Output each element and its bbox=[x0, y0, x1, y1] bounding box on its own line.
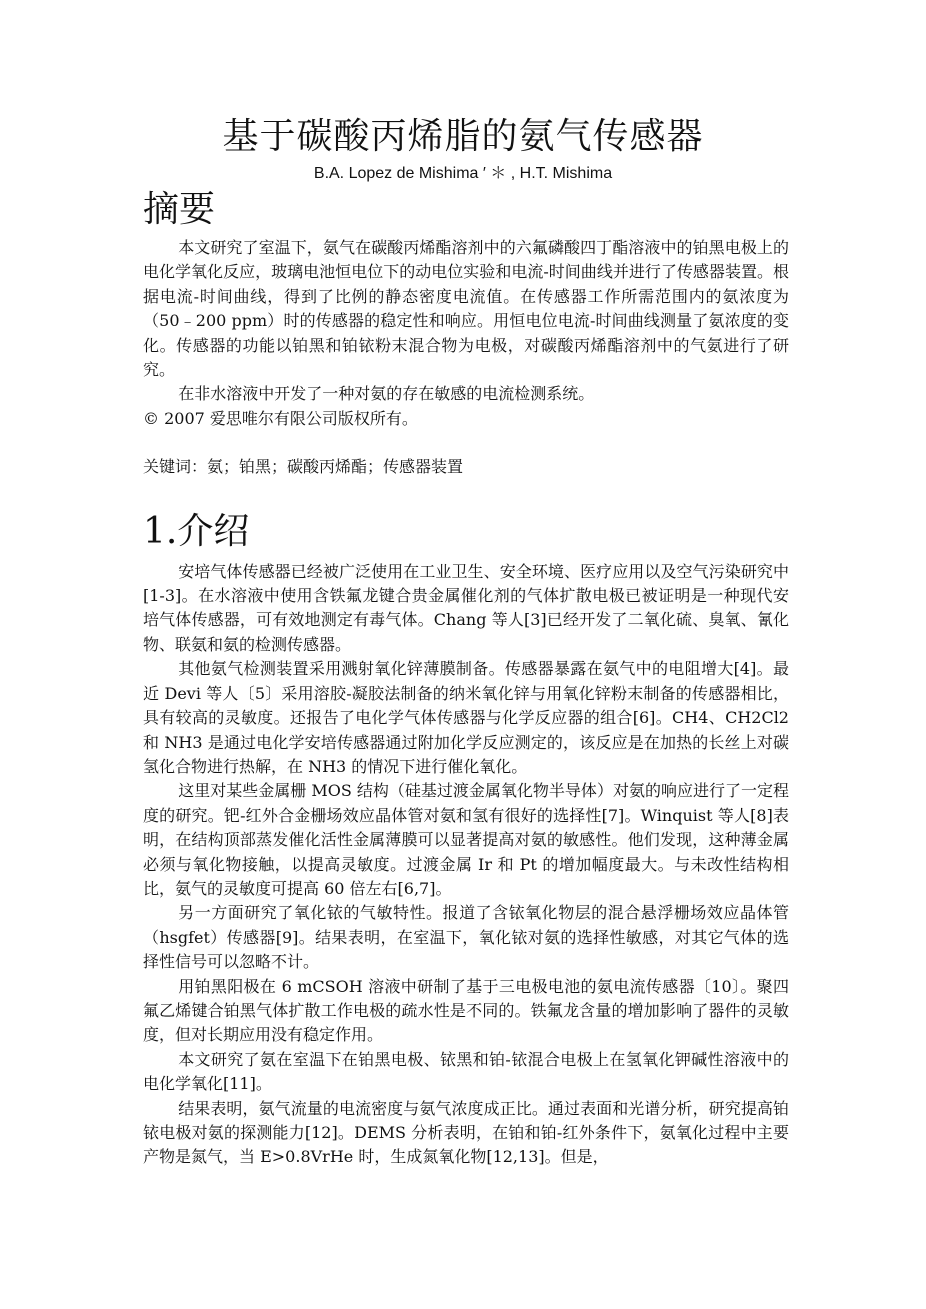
body-paragraph: 另一方面研究了氧化铱的气敏特性。报道了含铱氧化物层的混合悬浮栅场效应晶体管（hsgfet）传感器[9]。结果表明，在室温下，氧化铱对氨的选择性敏感，对其它气体的选择性信号可以忽略不计。 bbox=[143, 903, 789, 972]
body-paragraph: 结果表明，氨气流量的电流密度与氨气浓度成正比。通过表面和光谱分析，研究提高铂铱电极对氨的探测能力[12]。DEMS 分析表明，在铂和铂-红外条件下，氨氧化过程中主要产物是氮气，当 E>0.8VrHe 时，生成氮氧化物[12,13]。但是， bbox=[143, 1098, 789, 1167]
abstract-paragraph: 在非水溶液中开发了一种对氨的存在敏感的电流检测系统。 bbox=[178, 384, 595, 404]
section-heading-introduction: 1.介绍 bbox=[143, 510, 250, 552]
body-paragraph: 其他氨气检测装置采用溅射氧化锌薄膜制备。传感器暴露在氨气中的电阻增大[4]。最近 Devi 等人〔5〕采用溶胶-凝胶法制备的纳米氧化锌与用氧化锌粉末制备的传感器相比，具有较高的灵敏度。还报告了电化学气体传感器与化学反应器的组合[6]。CH4、CH2Cl2 和 NH3 是通过电化学安培传感器通过附加化学反应测定的，该反应是在加热的长丝上对碳氢化合物进行热解，在 NH3 的情况下进行催化氧化。 bbox=[143, 659, 789, 776]
abstract-paragraph: 本文研究了室温下，氨气在碳酸丙烯酯溶剂中的六氟磷酸四丁酯溶液中的铂黑电极上的电化学氧化反应，玻璃电池恒电位下的动电位实验和电流-时间曲线并进行了传感器装置。根据电流-时间曲线，得到了比例的静态密度电流值。在传感器工作所需范围内的氨浓度为（50﹣200 ppm）时的传感器的稳定性和响应。用恒电位电流-时间曲线测量了氨浓度的变化。传感器的功能以铂黑和铂铱粉末混合物为电极，对碳酸丙烯酯溶剂中的气氨进行了研究。 bbox=[143, 238, 789, 380]
body-paragraph: 安培气体传感器已经被广泛使用在工业卫生、安全环境、医疗应用以及空气污染研究中[1-3]。在水溶液中使用含铁氟龙键合贵金属催化剂的气体扩散电极已被证明是一种现代安培气体传感器，可有效地测定有毒气体。Chang 等人[3]已经开发了二氧化硫、臭氧、氰化物、联氨和氨的检测传感器。 bbox=[143, 561, 789, 654]
paper-title: 基于碳酸丙烯脂的氨气传感器 bbox=[222, 116, 704, 157]
abstract-heading: 摘要 bbox=[143, 189, 216, 230]
spacer bbox=[143, 431, 789, 455]
body-paragraph: 这里对某些金属栅 MOS 结构（硅基过渡金属氧化物半导体）对氨的响应进行了一定程度的研究。钯-红外合金栅场效应晶体管对氨和氢有很好的选择性[7]。Winquist 等人[8]表明，在结构顶部蒸发催化活性金属薄膜可以显著提高对氨的敏感性。他们发现，这种薄金属必须与氧化物接触，以提高灵敏度。过渡金属 Ir 和 Pt 的增加幅度最大。与未改性结构相比，氨气的灵敏度可提高 60 倍左右[6,7]。 bbox=[143, 781, 789, 898]
body-paragraph: 用铂黑阳极在 6 mCSOH 溶液中研制了基于三电极电池的氨电流传感器〔10〕。聚四氟乙烯键合铂黑气体扩散工作电极的疏水性是不同的。铁氟龙含量的增加影响了器件的灵敏度，但对长期应用没有稳定作用。 bbox=[143, 976, 789, 1045]
paper-body bbox=[143, 186, 789, 1170]
body-paragraph: 本文研究了氨在室温下在铂黑电极、铱黑和铂-铱混合电极上在氢氧化钾碱性溶液中的电化学氧化[11]。 bbox=[143, 1049, 789, 1094]
keywords-line: 关键词：氨；铂黑；碳酸丙烯酯；传感器装置 bbox=[143, 457, 464, 477]
author-line: B.A. Lopez de Mishima ′ ＊ , H.T. Mishima bbox=[313, 165, 613, 182]
copyright-line: © 2007 爱思唯尔有限公司版权所有。 bbox=[143, 408, 418, 428]
